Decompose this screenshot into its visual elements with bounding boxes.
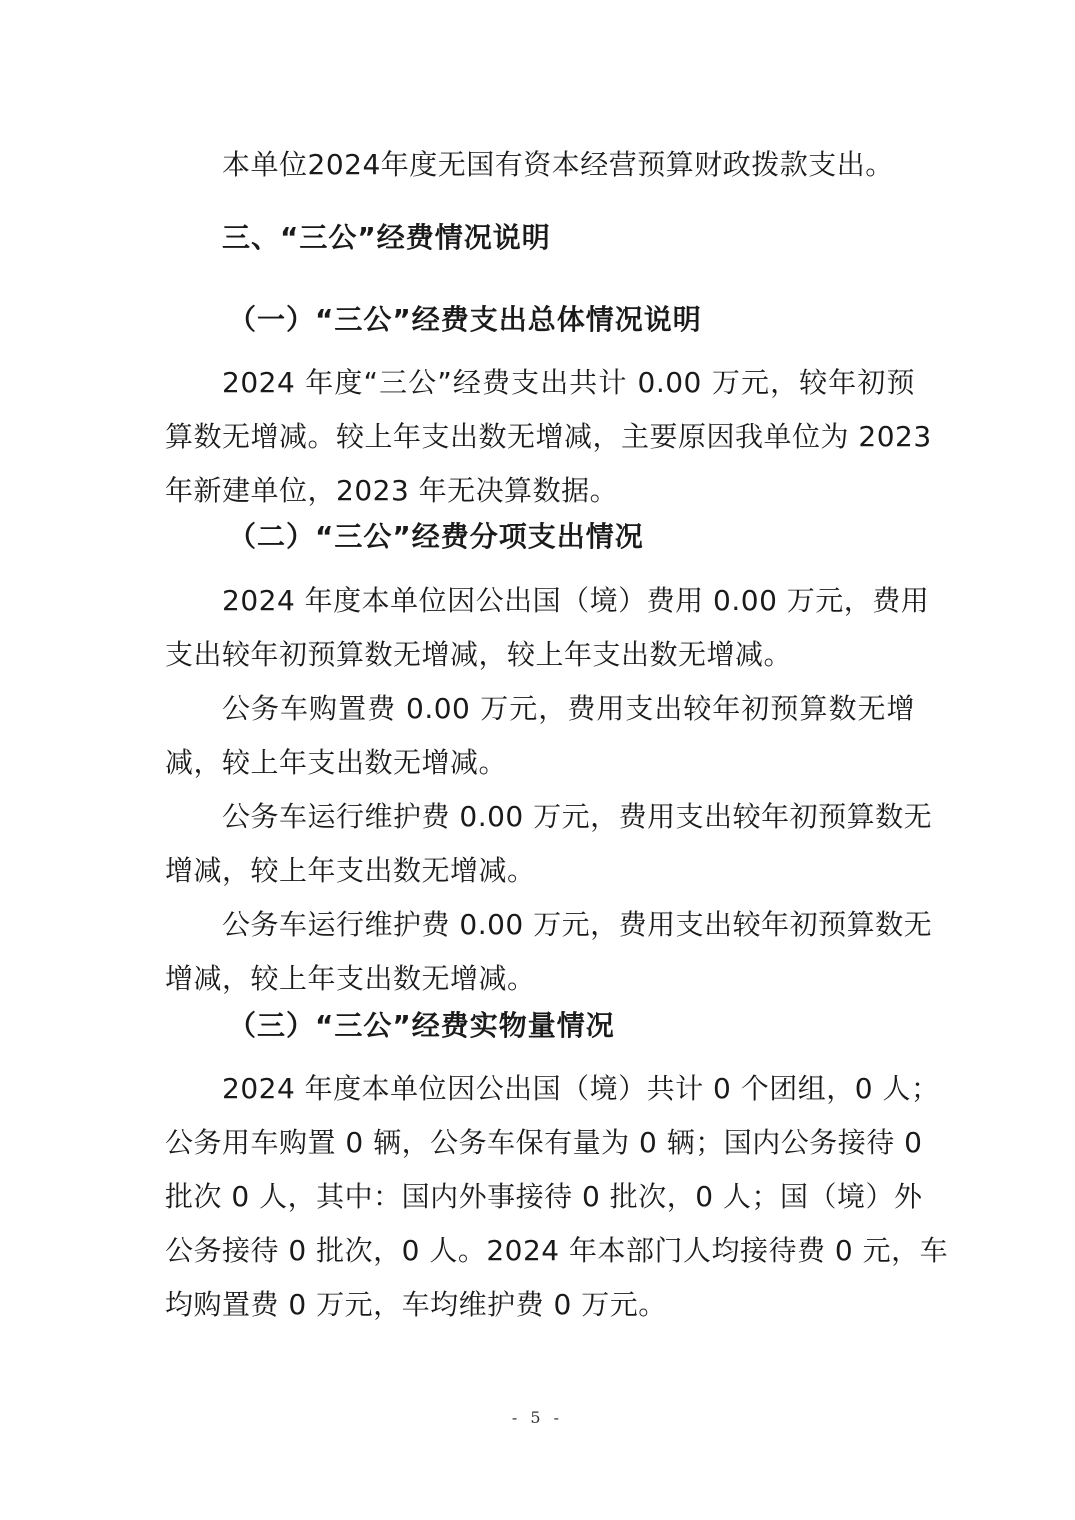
paragraph-line: 均购置费 0 万元，车均维护费 0 万元。 — [165, 1288, 667, 1321]
paragraph-line: 2024 年度“三公”经费支出共计 0.00 万元，较年初预 — [222, 366, 915, 399]
paragraph-line: 算数无增减。较上年支出数无增减，主要原因我单位为 2023 — [165, 420, 932, 453]
paragraph-line: 本单位2024年度无国有资本经营预算财政拨款支出。 — [222, 148, 894, 181]
paragraph-line: 年新建单位，2023 年无决算数据。 — [165, 474, 619, 507]
paragraph-line: 公务接待 0 批次，0 人。2024 年本部门人均接待费 0 元，车 — [165, 1234, 949, 1267]
subsection-heading: （二）“三公”经费分项支出情况 — [228, 520, 644, 553]
paragraph-line: 2024 年度本单位因公出国（境）共计 0 个团组，0 人； — [222, 1072, 940, 1105]
subsection-heading: （三）“三公”经费实物量情况 — [228, 1009, 615, 1042]
paragraph-line: 增减，较上年支出数无增减。 — [165, 962, 536, 995]
paragraph-line: 2024 年度本单位因公出国（境）费用 0.00 万元，费用 — [222, 584, 930, 617]
paragraph-line: 公务用车购置 0 辆，公务车保有量为 0 辆；国内公务接待 0 — [165, 1126, 923, 1159]
paragraph-line: 批次 0 人，其中：国内外事接待 0 批次，0 人；国（境）外 — [165, 1180, 923, 1213]
paragraph-line: 支出较年初预算数无增减，较上年支出数无增减。 — [165, 638, 793, 671]
paragraph-line: 公务车购置费 0.00 万元，费用支出较年初预算数无增 — [222, 692, 915, 725]
paragraph-line: 增减，较上年支出数无增减。 — [165, 854, 536, 887]
paragraph-line: 减，较上年支出数无增减。 — [165, 746, 508, 779]
subsection-heading: （一）“三公”经费支出总体情况说明 — [228, 303, 702, 336]
page-number: - 5 - — [511, 1408, 564, 1427]
paragraph-line: 公务车运行维护费 0.00 万元，费用支出较年初预算数无 — [222, 800, 933, 833]
paragraph-line: 公务车运行维护费 0.00 万元，费用支出较年初预算数无 — [222, 908, 933, 941]
section-heading: 三、“三公”经费情况说明 — [222, 221, 551, 254]
